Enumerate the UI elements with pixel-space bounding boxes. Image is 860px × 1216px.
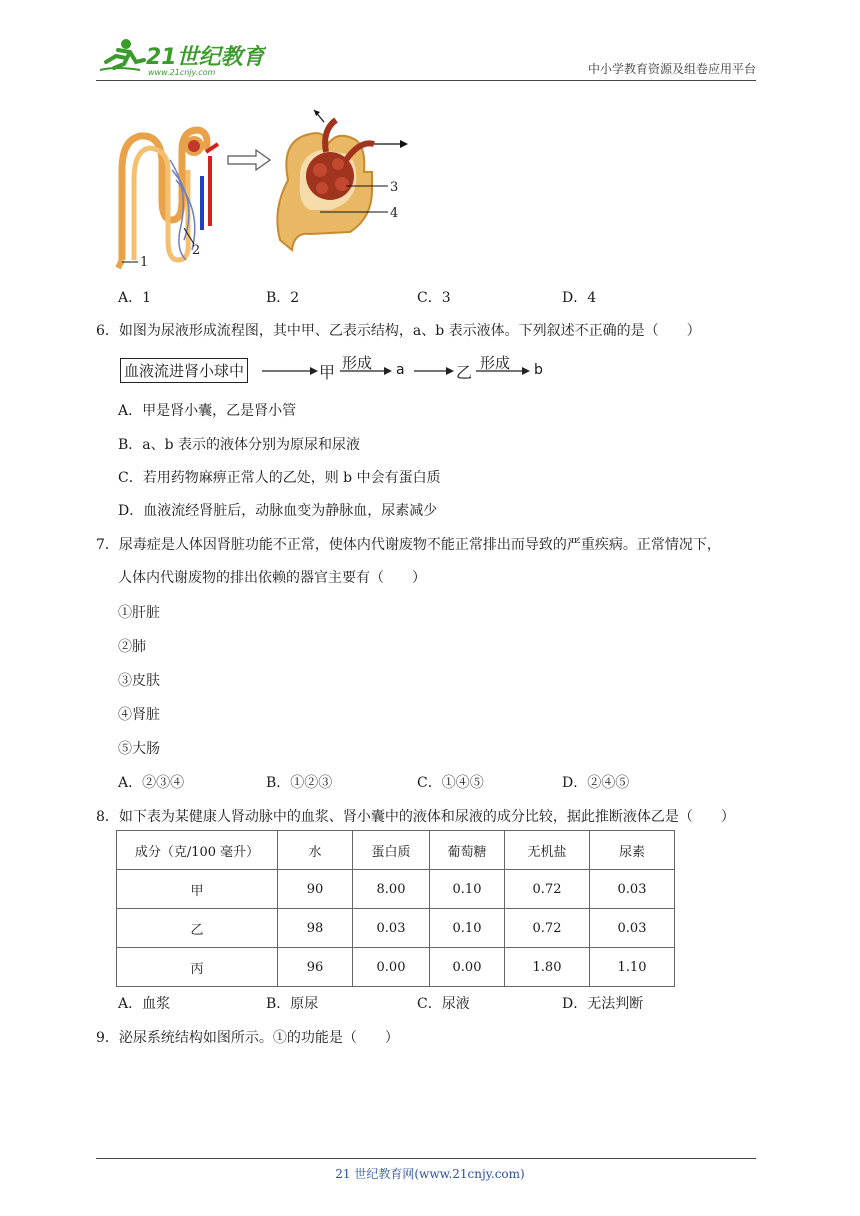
table-header: 尿素	[590, 831, 675, 870]
table-cell: 0.10	[430, 870, 505, 909]
table-cell: 0.72	[505, 909, 590, 948]
table-cell: 98	[278, 909, 353, 948]
q6-option-b[interactable]: B．a、b 表示的液体分别为原尿和尿液	[118, 437, 361, 453]
table-header: 水	[278, 831, 353, 870]
figure-label-1: 1	[140, 255, 149, 270]
glomerulus-diagram	[277, 110, 408, 250]
table-header-row	[117, 831, 675, 870]
q8-option-a[interactable]: A．血浆	[118, 996, 171, 1012]
nephron-figure	[110, 100, 420, 275]
logo-url: www.21cnjy.com	[148, 68, 216, 77]
q6-flowchart	[120, 356, 550, 384]
q7-option-c[interactable]: C．①④⑤	[417, 775, 484, 791]
q8-option-b[interactable]: B．原尿	[266, 996, 319, 1012]
table-cell: 甲	[117, 870, 278, 909]
q7-option-d[interactable]: D．②④⑤	[562, 775, 630, 791]
logo-text: 21世纪教育	[146, 45, 265, 70]
q5-option-c[interactable]: C．3	[417, 290, 451, 306]
nephron-diagram	[118, 130, 218, 270]
q7-item-2: ②肺	[118, 639, 146, 655]
table-cell: 0.00	[353, 948, 430, 987]
q9-stem: 9．泌尿系统结构如图所示。①的功能是（ ）	[96, 1030, 399, 1046]
flow-fluid-b: b	[534, 362, 543, 378]
table-cell: 0.03	[353, 909, 430, 948]
footer-text[interactable]: 21 世纪教育网(www.21cnjy.com)	[335, 1167, 525, 1181]
q7-item-1: ①肝脏	[118, 605, 160, 621]
table-cell: 0.03	[590, 909, 675, 948]
table-cell: 8.00	[353, 870, 430, 909]
table-header: 蛋白质	[353, 831, 430, 870]
flow-box: 血液流进肾小球中	[120, 358, 248, 383]
q8-stem: 8．如下表为某健康人肾动脉中的血浆、肾小囊中的液体和尿液的成分比较，据此推断液体乙是（ ）	[96, 809, 735, 825]
table-header: 成分（克/100 毫升）	[117, 831, 278, 870]
q6-option-c[interactable]: C．若用药物麻痹正常人的乙处，则 b 中会有蛋白质	[118, 470, 441, 486]
table-cell: 0.72	[505, 870, 590, 909]
table-cell: 丙	[117, 948, 278, 987]
table-header: 葡萄糖	[430, 831, 505, 870]
header-divider	[96, 80, 756, 81]
q7-item-3: ③皮肤	[118, 673, 160, 689]
q7-stem-line2: 人体内代谢废物的排出依赖的器官主要有（ ）	[118, 570, 426, 586]
q8-option-c[interactable]: C．尿液	[417, 996, 470, 1012]
table-row	[117, 870, 675, 909]
footer-divider	[96, 1158, 756, 1159]
platform-name: 中小学教育资源及组卷应用平台	[587, 62, 756, 76]
table-cell: 90	[278, 870, 353, 909]
flow-action-2: 形成	[480, 354, 511, 372]
q7-stem-line1: 7．尿毒症是人体因肾脏功能不正常，使体内代谢废物不能正常排出而导致的严重疾病。正常情况下，	[96, 537, 721, 553]
table-cell: 1.80	[505, 948, 590, 987]
table-cell: 乙	[117, 909, 278, 948]
table-cell: 0.10	[430, 909, 505, 948]
figure-label-3: 3	[390, 180, 399, 195]
table-header: 无机盐	[505, 831, 590, 870]
table-row	[117, 909, 675, 948]
table-row	[117, 948, 675, 987]
table-cell: 0.00	[430, 948, 505, 987]
q6-option-d[interactable]: D．血液流经肾脏后，动脉血变为静脉血，尿素减少	[118, 503, 438, 519]
q5-option-d[interactable]: D．4	[562, 290, 597, 306]
figure-label-4: 4	[390, 206, 399, 221]
flow-node-2: 乙	[456, 363, 473, 382]
q6-option-a[interactable]: A．甲是肾小囊，乙是肾小管	[118, 403, 297, 419]
q8-option-d[interactable]: D．无法判断	[562, 996, 644, 1012]
q5-option-b[interactable]: B．2	[266, 290, 300, 306]
flow-node-1: 甲	[319, 363, 336, 382]
q7-option-b[interactable]: B．①②③	[266, 775, 333, 791]
q7-option-a[interactable]: A．②③④	[118, 775, 185, 791]
flow-action-1: 形成	[342, 354, 373, 372]
q7-item-5: ⑤大肠	[118, 741, 160, 757]
composition-table	[116, 830, 675, 987]
q6-stem: 6．如图为尿液形成流程图，其中甲、乙表示结构，a、b 表示液体。下列叙述不正确的是（ ）	[96, 323, 701, 339]
flow-fluid-a: a	[396, 362, 405, 378]
table-cell: 0.03	[590, 870, 675, 909]
q7-item-4: ④肾脏	[118, 707, 160, 723]
site-logo	[96, 36, 266, 78]
q5-option-a[interactable]: A．1	[118, 290, 152, 306]
table-cell: 96	[278, 948, 353, 987]
table-cell: 1.10	[590, 948, 675, 987]
figure-label-2: 2	[192, 243, 201, 258]
